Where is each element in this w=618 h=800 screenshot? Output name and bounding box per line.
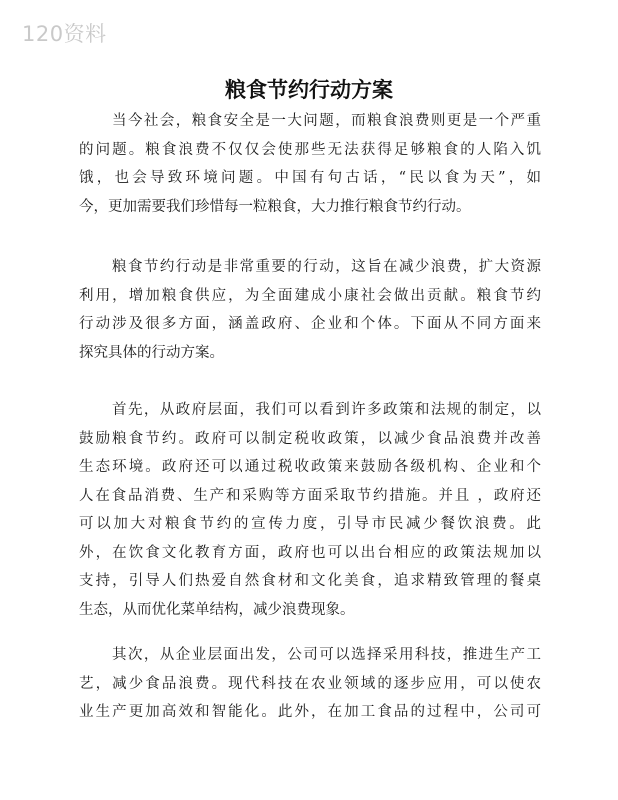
paragraph-line: 外，在饮食文化教育方面，政府也可以出台相应的政策法规加以 xyxy=(79,544,541,561)
paragraph-line: 生态环境。政府还可以通过税收政策来鼓励各级机构、企业和个 xyxy=(79,459,541,475)
paragraph-line: 其次，从企业层面出发，公司可以选择采用科技，推进生产工 xyxy=(112,647,541,663)
paragraph-line: 首先，从政府层面，我们可以看到许多政策和法规的制定，以 xyxy=(112,402,541,418)
paragraph-line: 饿，也会导致环境问题。中国有句古话，“民以食为天”，如 xyxy=(79,170,541,186)
paragraph-line: 艺，减少食品浪费。现代科技在农业领域的逐步应用，可以使农 xyxy=(79,675,541,692)
paragraph-line: 今，更加需要我们珍惜每一粒粮食，大力推行粮食节约行动。 xyxy=(79,198,471,215)
paragraph-line: 生态，从而优化菜单结构，减少浪费现象。 xyxy=(79,601,355,618)
paragraph-line: 人在食品消费、生产和采购等方面采取节约措施。并且 ，政府还 xyxy=(79,487,541,504)
watermark-logo: 120资料 xyxy=(22,22,107,46)
paragraph-3 xyxy=(79,396,541,624)
paragraph-2 xyxy=(79,253,541,367)
paragraph-line: 探究具体的行动方案。 xyxy=(79,344,224,361)
paragraph-line: 的问题。粮食浪费不仅仅会使那些无法获得足够粮食的人陷入饥 xyxy=(79,141,541,158)
paragraph-line: 鼓励粮食节约。政府可以制定税收政策，以减少食品浪费并改善 xyxy=(79,430,541,447)
paragraph-1 xyxy=(79,107,541,221)
paragraph-line: 业生产更加高效和智能化。此外，在加工食品的过程中，公司可 xyxy=(79,704,541,720)
paragraph-4 xyxy=(79,641,541,727)
paragraph-line: 行动涉及很多方面，涵盖政府、企业和个体。下面从不同方面来 xyxy=(79,316,541,332)
paragraph-line: 可以加大对粮食节约的宣传力度，引导市民减少餐饮浪费。此 xyxy=(79,516,541,532)
paragraph-line: 利用，增加粮食供应，为全面建成小康社会做出贡献。粮食节约 xyxy=(79,287,541,304)
document-title: 粮食节约行动方案 xyxy=(225,77,393,102)
paragraph-line: 当今社会，粮食安全是一大问题，而粮食浪费则更是一个严重 xyxy=(112,113,541,129)
paragraph-line: 粮食节约行动是非常重要的行动，这旨在减少浪费，扩大资源 xyxy=(112,259,541,275)
paragraph-line: 支持，引导人们热爱自然食材和文化美食，追求精致管理的餐桌 xyxy=(79,573,541,589)
